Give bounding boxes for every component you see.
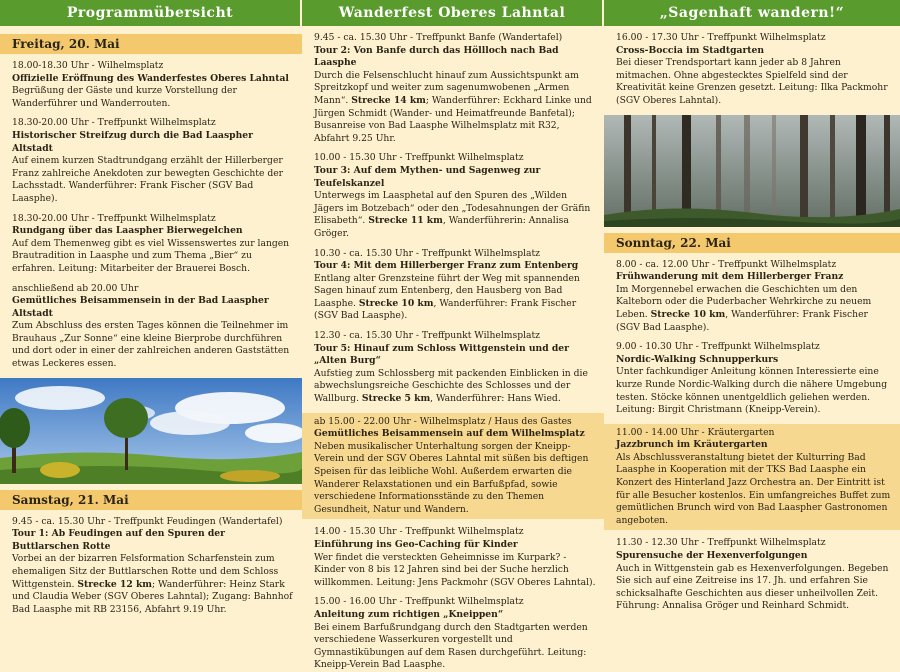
event-title: Tour 5: Hinauf zum Schloss Wittgenstein und der „Alten Burg“: [314, 342, 569, 367]
event-time: 12.30 - ca. 15.30 Uhr - Treffpunkt Wilhelmsplatz: [314, 330, 541, 342]
event-item: [302, 32, 604, 145]
event-time: 11.30 - 12.30 Uhr - Treffpunkt Wilhelmsplatz: [616, 537, 826, 549]
event-item: [604, 537, 900, 613]
event-distance: Strecke 5 km: [361, 393, 431, 405]
event-item: [604, 32, 900, 108]
event-item: [302, 596, 604, 672]
event-text: Vorbei an der bizarren Felsformation Scharfenstein zum ehemaligen Sitz der Buttlarschen Rotte und dem Schloss Wittgenstein.: [12, 553, 279, 590]
event-title: Historischer Streifzug durch die Bad Laaspher Altstadt: [12, 129, 253, 154]
event-text: Auf einem kurzen Stadtrundgang erzählt der Hillerberger Franz zahlreiche Anekdoten zur bewegten Geschichte der Lachsstadt. Wanderführer: Frank Fischer (SGV Bad Laasphe).: [12, 155, 284, 204]
column-wanderfest: [302, 0, 604, 671]
event-rest: , Wanderführerin: Annalisa Gröger.: [314, 215, 569, 239]
column-header: „Sagenhaft wandern!“: [604, 0, 900, 26]
event-time: 9.45 - ca. 15.30 Uhr - Treffpunkt Feudingen (Wandertafel): [12, 515, 283, 527]
day-heading-saturday: Samstag, 21. Mai: [0, 490, 302, 510]
event-item: [0, 516, 302, 617]
column-programm: [0, 0, 302, 615]
event-text: Unter fachkundiger Anleitung können Interessierte eine kurze Runde Nordic-Walking durch die nähere Umgebung testen. Stöcke können unentgeldlich geliehen werden. Leitung: Birgit Christmann (Kneipp-Verein).: [616, 366, 888, 416]
forest-photo: [604, 115, 900, 227]
event-item: [0, 117, 302, 205]
event-text: Neben musikalischer Unterhaltung sorgen der Kneipp-Verein und der SGV Oberes Lahntal mit süßen bis deftigen Speisen für das leibliche Wohl. Außerdem erwarten die Wanderer Relaxstationen und ein Barfußpfad, sowie verschiedene Informationsstände zu den Themen Gesundheit, Natur und Wandern.: [314, 440, 589, 515]
event-title: Jazzbrunch im Kräutergarten: [616, 439, 768, 451]
event-text: Wer findet die versteckten Geheimnisse im Kurpark? - Kinder von 8 bis 12 Jahren sind bei der Suche herzlich willkommen. Leitung: Jens Packmohr (SGV Oberes Lahntal).: [314, 551, 596, 588]
event-text: Unterwegs im Laasphetal auf den Spuren des „Wilden Jägers im Botzebach“ oder den „Todesahnungen der Gräfin Elisabeth“.: [314, 190, 591, 227]
event-title: Einführung ins Geo-Caching für Kinder: [314, 538, 518, 550]
event-text: Zum Abschluss des ersten Tages können die Teilnehmer im Brauhaus „Zur Sonne“ eine kleine Bierprobe durchführen und dort oder in einer der zahlreichen anderen Gaststätten etwas Leckeres essen.: [12, 320, 290, 370]
event-rest: ; Wanderführer: Heinz Stark und Claudia Weber (SGV Oberes Lahntal); Zugang: Bahnhof Bad Laasphe mit RB 23156, Abfahrt 9.19 Uhr.: [12, 578, 293, 615]
event-rest: , Wanderführer: Frank Fischer (SGV Bad Laasphe).: [616, 308, 868, 333]
event-title: Cross-Boccia im Stadtgarten: [616, 44, 765, 56]
event-distance: Strecke 14 km: [351, 94, 426, 106]
event-title: Gemütliches Beisammensein in der Bad Laaspher Altstadt: [12, 295, 269, 319]
event-time: 18.00-18.30 Uhr - Wilhelmsplatz: [12, 60, 164, 71]
event-rest: , Wanderführer: Hans Wied.: [430, 393, 561, 405]
event-text: Auf dem Themenweg gibt es viel Wissenswertes zur langen Brautradition in Laasphe und zum Thema „Bier“ zu erfahren. Leitung: Mitarbeiter der Brauerei Bosch.: [12, 237, 290, 274]
event-distance: Strecke 12 km: [77, 578, 153, 590]
event-title: Gemütliches Beisammensein auf dem Wilhelmsplatz: [314, 428, 585, 440]
event-time: 9.00 - 10.30 Uhr - Treffpunkt Wilhelmsplatz: [616, 341, 820, 353]
event-item: [604, 259, 900, 335]
column-header: Wanderfest Oberes Lahntal: [302, 0, 604, 26]
event-item: [302, 526, 604, 589]
column-header: Programmübersicht: [0, 0, 302, 26]
event-text: Durch die Felsenschlucht hinauf zum Aussichtspunkt am Spreitzkopf und weiter zum sagenumwobenen „Armen Mann“.: [314, 69, 579, 106]
event-time: 18.30-20.00 Uhr - Treffpunkt Wilhelmsplatz: [12, 117, 216, 129]
event-time: 10.30 - ca. 15.30 Uhr - Treffpunkt Wilhelmsplatz: [314, 247, 541, 259]
event-time: 14.00 - 15.30 Uhr - Treffpunkt Wilhelmsplatz: [314, 526, 524, 538]
day-heading-friday: Freitag, 20. Mai: [0, 34, 302, 54]
event-time: ab 15.00 - 22.00 Uhr - Wilhelmsplatz / Haus des Gastes: [314, 415, 572, 427]
event-item: [302, 330, 604, 406]
event-distance: Strecke 10 km: [650, 308, 726, 320]
event-time: 15.00 - 16.00 Uhr - Treffpunkt Wilhelmsplatz: [314, 596, 524, 608]
event-time: 9.45 - ca. 15.30 Uhr - Treffpunkt Banfe (Wandertafel): [314, 32, 563, 43]
event-time: 16.00 - 17.30 Uhr - Treffpunkt Wilhelmsplatz: [616, 32, 826, 43]
day-heading-sunday: Sonntag, 22. Mai: [604, 233, 900, 253]
event-title: Offizielle Eröffnung des Wanderfestes Oberes Lahntal: [12, 72, 289, 84]
event-title: Tour 2: Von Banfe durch das Höllloch nach Bad Laasphe: [314, 44, 559, 69]
event-text: Bei einem Barfußrundgang durch den Stadtgarten werden verschiedene Wasserkuren vorgestellt und Gymnastikübungen auf dem Rasen durchgeführt. Leitung: Kneipp-Verein Bad Laasphe.: [314, 621, 588, 671]
event-title: Tour 4: Mit dem Hillerberger Franz zum Entenberg: [314, 260, 579, 272]
event-item: [604, 341, 900, 417]
event-item: [0, 60, 302, 110]
event-text: Auch in Wittgenstein gab es Hexenverfolgungen. Begeben Sie sich auf eine Zeitreise ins 17. Jh. und erfahren Sie schicksalhafte Geschichten aus dieser unheilvollen Zeit. Führung: Annalisa Gröger und Reinhard Schmidt.: [616, 562, 889, 612]
event-text: Im Morgennebel erwachen die Geschichten um den Kalteborn oder die Puderbacher Wehrkirche zu neuem Leben.: [616, 283, 872, 320]
event-item-highlighted: [302, 413, 604, 520]
event-item: [0, 283, 302, 371]
event-item: [0, 213, 302, 276]
event-item-highlighted: [604, 424, 900, 531]
event-title: Rundgang über das Laaspher Bierwegelchen: [12, 225, 243, 237]
event-title: Tour 3: Auf dem Mythen- und Sagenweg zur Teufelskanzel: [314, 164, 541, 189]
event-title: Anleitung zum richtigen „Kneippen“: [314, 608, 504, 620]
event-distance: Strecke 11 km: [368, 215, 443, 227]
event-rest: ; Wanderführer: Eckhard Linke und Jürgen Schmidt (Wander- und Heimatfreunde Banfetal); Busanreise von Bad Laasphe Wilhelmsplatz mit R32, Abfahrt 9.25 Uhr.: [314, 94, 592, 144]
event-time: 8.00 - ca. 12.00 Uhr - Treffpunkt Wilhelmsplatz: [616, 258, 837, 270]
event-text: Bei dieser Trendsportart kann jeder ab 8 Jahren mitmachen. Ohne abgestecktes Spielfeld sind der Kreativität keine Grenzen gesetzt. Leitung: Ilka Packmohr (SGV Oberes Lahntal).: [616, 57, 888, 106]
event-text: Aufstieg zum Schlossberg mit packenden Einblicken in die abwechslungsreiche Geschichte des Schlosses und der Wallburg.: [314, 367, 588, 405]
event-text: Begrüßung der Gäste und kurze Vorstellung der Wanderführer und Wanderrouten.: [12, 85, 237, 109]
event-title: Spurensuche der Hexenverfolgungen: [616, 550, 808, 562]
event-title: Tour 1: Ab Feudingen auf den Spuren der Buttlarschen Rotte: [12, 528, 225, 552]
event-rest: , Wanderführer: Frank Fischer (SGV Bad Laasphe).: [314, 297, 577, 322]
event-item: [302, 248, 604, 324]
event-time: anschließend ab 20.00 Uhr: [12, 282, 139, 294]
event-time: 10.00 - 15.30 Uhr - Treffpunkt Wilhelmsplatz: [314, 152, 524, 164]
event-text: Als Abschlussveranstaltung bietet der Kulturring Bad Laasphe in Kooperation mit der TKS Bad Laasphe ein Konzert des Hinterland Jazz Orchestra an. Der Eintritt ist für alle Besucher kostenlos. Ein umfangreiches Buffet zum gemütlichen Brunch wird von Bad Laaspher Gastronomen angeboten.: [616, 451, 891, 526]
event-time: 11.00 - 14.00 Uhr - Kräutergarten: [616, 426, 775, 438]
event-item: [302, 152, 604, 240]
event-title: Frühwanderung mit dem Hillerberger Franz: [616, 271, 844, 283]
event-title: Nordic-Walking Schnupperkurs: [616, 353, 779, 365]
event-distance: Strecke 10 km: [358, 297, 434, 309]
column-sagenhaft: [604, 0, 900, 612]
landscape-photo: [0, 378, 302, 484]
event-time: 18.30-20.00 Uhr - Treffpunkt Wilhelmsplatz: [12, 212, 216, 224]
event-text: Entlang alter Grenzsteine führt der Weg mit spannenden Sagen hinauf zum Entenberg, den Hausberg von Bad Laasphe.: [314, 272, 580, 309]
